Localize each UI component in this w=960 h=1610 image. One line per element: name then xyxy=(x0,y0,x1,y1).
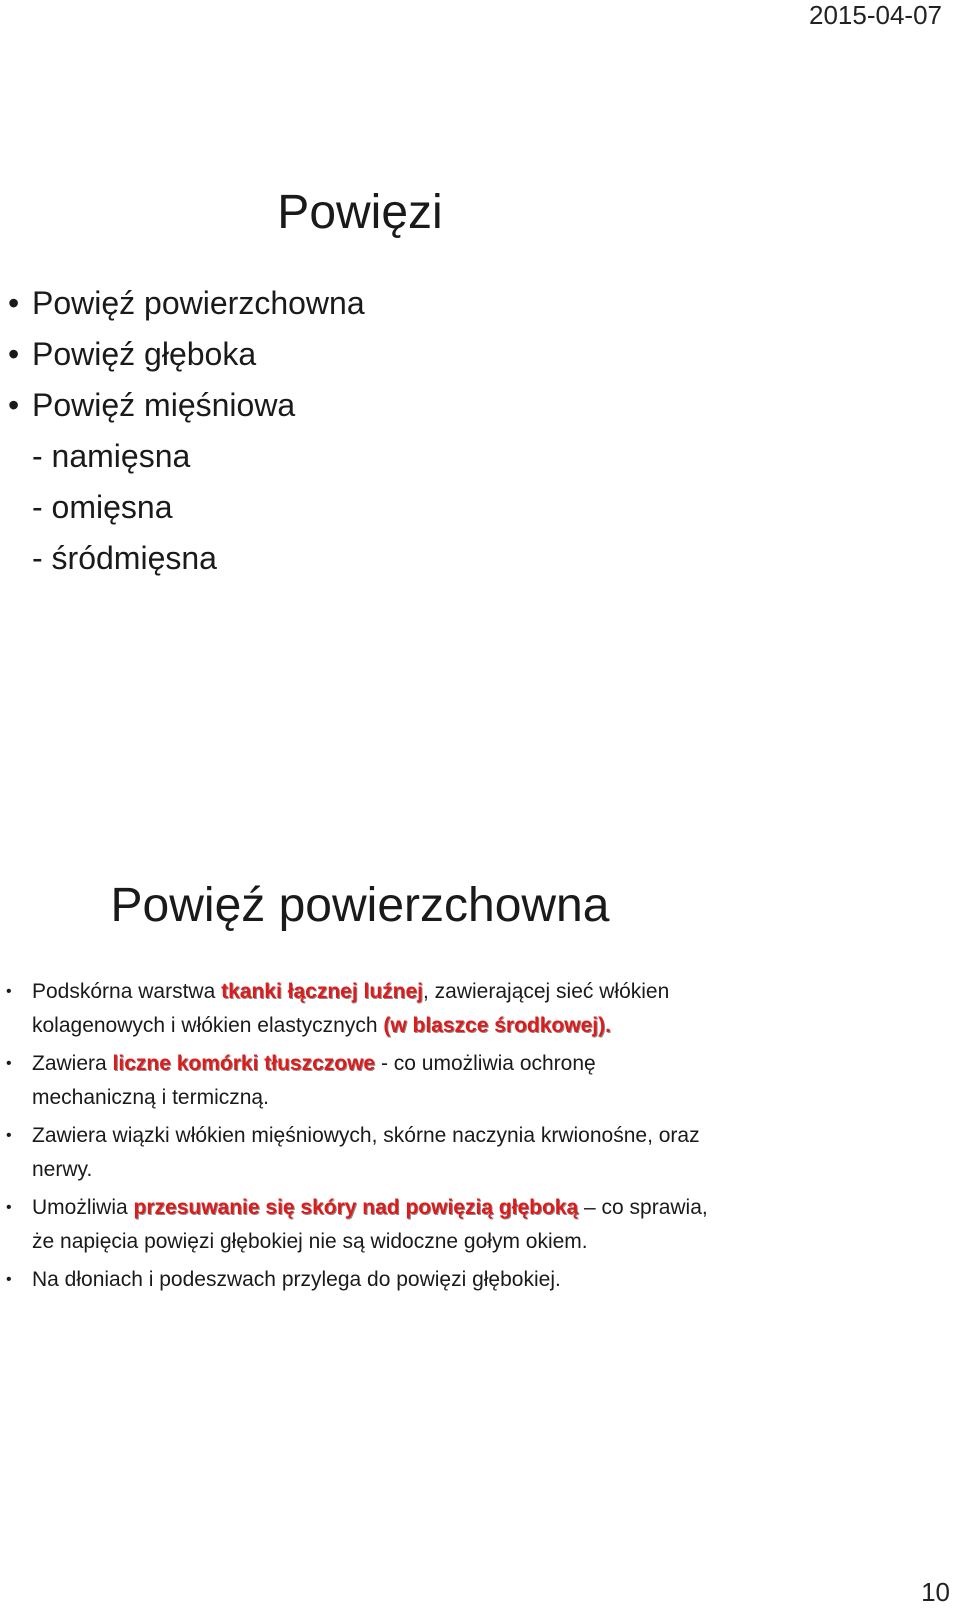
slide1-title: Powięzi xyxy=(277,186,443,239)
slide2-item-5 xyxy=(0,1263,720,1297)
page-number: 10 xyxy=(921,1577,950,1607)
bullet-icon: • xyxy=(8,387,20,423)
item-text: Zawiera wiązki włókien mięśniowych, skórne naczynia krwionośne, oraz nerwy. xyxy=(32,1124,700,1181)
highlight-text: przesuwanie się skóry nad powięzią głęboką xyxy=(133,1196,579,1219)
slide1-subitem-3 xyxy=(0,533,700,584)
item-text: - śródmięsna xyxy=(32,540,217,576)
item-text: – co sprawia, że napięcia powięzi głębokiej nie są widoczne gołym okiem. xyxy=(32,1196,708,1253)
item-text: Podskórna warstwa xyxy=(32,980,222,1003)
slide2-item-2 xyxy=(0,1047,720,1115)
bullet-icon: • xyxy=(6,1199,12,1216)
item-text: - co umożliwia ochronę mechaniczną i termiczną. xyxy=(32,1052,596,1109)
slide1-subitem-2 xyxy=(0,482,700,533)
slide1-item-2 xyxy=(0,329,700,380)
slide1-list xyxy=(0,278,700,584)
slide1-item-1 xyxy=(0,278,700,329)
highlight-text: liczne komórki tłuszczowe xyxy=(112,1052,376,1075)
item-text: Na dłoniach i podeszwach przylega do powięzi głębokiej. xyxy=(32,1268,561,1291)
bullet-icon: • xyxy=(8,285,20,321)
item-text: , zawierającej sieć włókien kolagenowych i włókien elastycznych xyxy=(32,980,670,1037)
bullet-icon: • xyxy=(6,1127,12,1144)
item-text: Powięź mięśniowa xyxy=(32,387,296,423)
item-text: Umożliwia xyxy=(32,1196,134,1219)
bullet-icon: • xyxy=(6,1271,12,1288)
item-text: - namięsna xyxy=(32,438,191,474)
slide2-list xyxy=(0,975,720,1301)
highlight-text: (w blaszce środkowej). xyxy=(383,1014,611,1037)
slide2-item-3 xyxy=(0,1119,720,1187)
date-header: 2015-04-07 xyxy=(809,0,942,30)
slide2-title: Powięź powierzchowna xyxy=(110,879,610,932)
slide2-item-4 xyxy=(0,1191,720,1259)
item-text: Powięź głęboka xyxy=(32,336,257,372)
highlight-text: tkanki łącznej luźnej xyxy=(221,980,423,1003)
bullet-icon: • xyxy=(8,336,20,372)
slide1-item-3 xyxy=(0,380,700,431)
item-text: Zawiera xyxy=(32,1052,113,1075)
bullet-icon: • xyxy=(6,1055,12,1072)
item-text: Powięź powierzchowna xyxy=(32,285,365,321)
item-text: - omięsna xyxy=(32,489,173,525)
slide1-subitem-1 xyxy=(0,431,700,482)
bullet-icon: • xyxy=(6,983,12,1000)
slide2-item-1 xyxy=(0,975,720,1043)
